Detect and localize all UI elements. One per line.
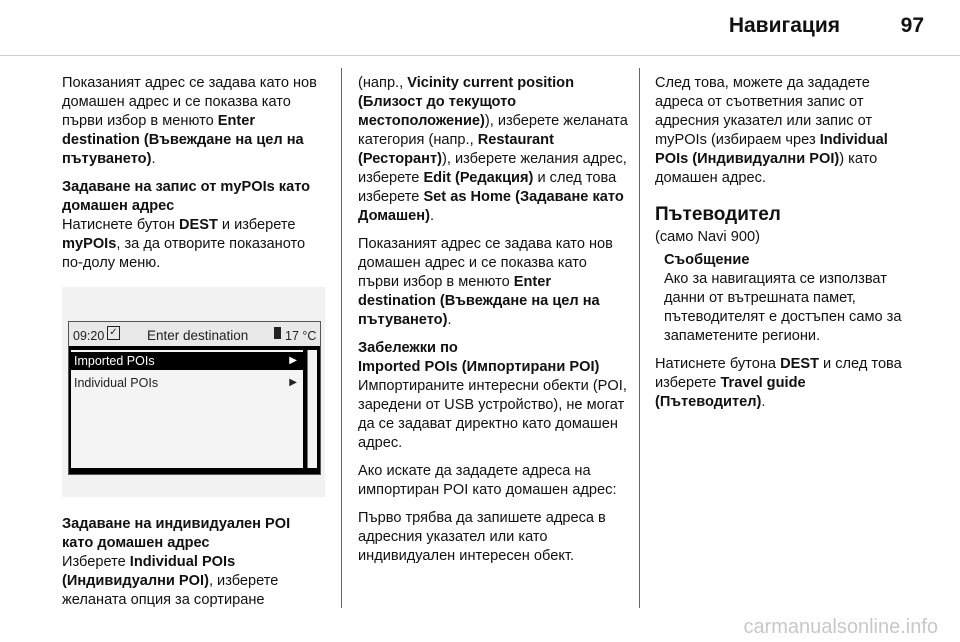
page-number: 97 (900, 14, 924, 37)
text: . (151, 151, 156, 167)
section-heading: Забележки по (358, 340, 458, 356)
menu-reference: Enter destination (Въвеждане на цел на пътуването) (62, 113, 304, 167)
message-box (655, 251, 917, 346)
text: , изберете желаната опция за сортиране (62, 573, 279, 608)
menu-reference: Set as Home (Задаване като Домашен) (358, 189, 624, 224)
subheading: (само Navi 900) (655, 229, 760, 245)
column-divider-1 (341, 68, 342, 608)
text: (напр., (358, 75, 408, 91)
text: , за да отворите показаното по-долу меню. (62, 236, 306, 271)
text: След това, можете да зададете адреса от съответния запис от адресния указател или запис от myPOIs (избираем чрез (655, 75, 873, 148)
status-bar (69, 322, 320, 346)
section-heading: Задаване на индивидуален POI като домашен адрес (62, 516, 291, 551)
menu-reference: myPOIs (62, 236, 117, 252)
text: ), изберете желаната категория (напр., (358, 113, 628, 148)
paragraph (358, 235, 628, 330)
menu-reference: Individual POIs (Индивидуални POI) (655, 132, 888, 167)
page-title: Навигация (728, 14, 840, 37)
text: . (447, 312, 452, 328)
menu-list (71, 350, 303, 468)
text: Натиснете бутона (655, 356, 781, 372)
text: и след това изберете (358, 170, 617, 205)
menu-item-imported-pois[interactable] (71, 352, 303, 370)
scrollbar[interactable] (307, 350, 317, 468)
paragraph (358, 74, 628, 226)
section-heading: Задаване на запис от myPOIs като домашен адрес (62, 179, 311, 214)
text: ), изберете желания адрес, изберете (358, 151, 627, 186)
text: Изберете (62, 554, 130, 570)
paragraph (62, 74, 325, 169)
text: ) като домашен адрес. (655, 151, 878, 186)
display-screen (68, 321, 321, 475)
menu-item-label: Individual POIs (74, 376, 159, 390)
menu-item-label: Imported POIs (74, 354, 155, 368)
paragraph (655, 74, 917, 188)
text: Показаният адрес се задава като нов домашен адрес и се показва като първи избор в менюто (62, 75, 317, 129)
menu-reference: Edit (Редакция) (423, 170, 534, 186)
button-reference: DEST (178, 217, 218, 233)
menu-reference: Individual POIs (Индивидуални POI) (62, 554, 236, 589)
menu-reference: Enter destination (Въвеждане на цел на пътуването) (358, 274, 600, 328)
column-divider-2 (639, 68, 640, 608)
menu-reference: Restaurant (Ресторант) (358, 132, 554, 167)
text: . (761, 394, 766, 410)
paragraph: Първо трябва да запишете адреса в адресния указател или като индивидуален интересен обект. (358, 510, 606, 564)
message-text: Ако за навигацията се използват данни от вътрешната памет, пътеводителят е достъпен само за запаметените региони. (664, 271, 902, 344)
menu-item-individual-pois[interactable] (71, 374, 303, 392)
temperature: 17 °C (285, 329, 317, 343)
header-divider (0, 55, 960, 56)
paragraph: Ако искате да зададете адреса на импортиран POI като домашен адрес: (358, 463, 617, 498)
text: Натиснете бутон (62, 217, 179, 233)
section-heading: Imported POIs (Импортирани POI) (358, 359, 600, 375)
text: . (429, 208, 435, 224)
text: и изберете (217, 217, 296, 233)
chevron-right-icon: ▶ (289, 377, 297, 388)
column-1 (62, 74, 325, 619)
check-icon: ✓ (107, 326, 120, 340)
message-heading: Съобщение (664, 252, 750, 268)
text: и след това изберете (655, 356, 902, 391)
text: Показаният адрес се задава като нов домашен адрес и се показва като първи избор в менюто (358, 236, 613, 290)
paragraph: Импортираните интересни обекти (POI, заредени от USB устройство), не могат да се задават директно като домашен адрес. (358, 378, 627, 451)
watermark: carmanualsonline.info (743, 616, 938, 638)
button-reference: DEST (780, 356, 819, 372)
screenshot-figure (62, 287, 325, 497)
clock: 09:20 (73, 329, 105, 343)
section-heading: Пътеводител (655, 204, 781, 225)
menu-reference: Vicinity current position (Близост до текущото местоположение) (358, 75, 574, 129)
paragraph (655, 355, 917, 412)
paragraph (62, 216, 325, 273)
paragraph (62, 553, 325, 610)
column-3 (655, 74, 917, 421)
menu-reference: Travel guide (Пътеводител) (655, 375, 806, 410)
phone-icon (274, 327, 281, 339)
column-2 (358, 74, 628, 575)
chevron-right-icon: ▶ (289, 355, 297, 366)
screen-title: Enter destination (147, 328, 249, 343)
